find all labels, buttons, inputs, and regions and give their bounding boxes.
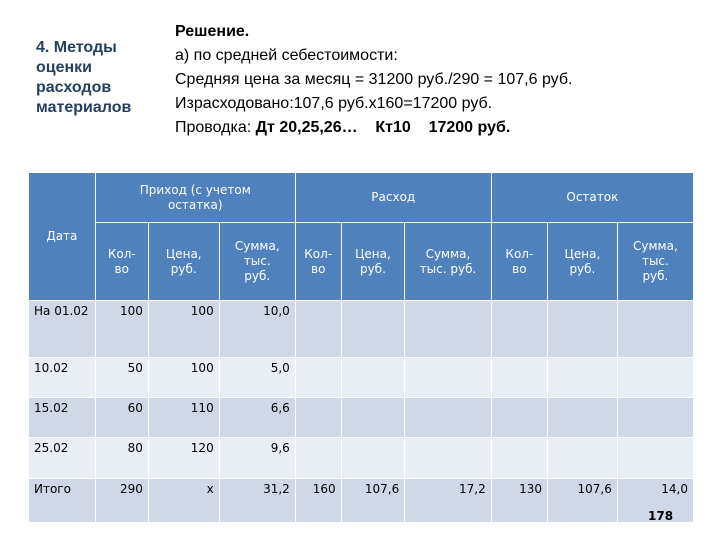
- cell-balance-qty: [491, 301, 547, 358]
- cell-income-sum: 31,2: [219, 479, 295, 523]
- table-row: [29, 438, 694, 479]
- header-income-qty: [95, 223, 148, 301]
- cell-income-sum: 9,6: [219, 438, 295, 479]
- cell-balance-qty: [491, 358, 547, 398]
- cell-balance-qty: [491, 398, 547, 438]
- header-balance: Остаток: [491, 173, 693, 223]
- cell-balance-qty: 130: [491, 479, 547, 523]
- cell-income-qty: 80: [95, 438, 148, 479]
- solution-posting-line: [175, 116, 715, 140]
- cell-date: 10.02: [29, 358, 96, 398]
- cell-balance-sum: [617, 438, 693, 479]
- header-expense-qty: [295, 223, 341, 301]
- cell-income-price: 120: [148, 438, 219, 479]
- solution-spent-line: Израсходовано:107,6 руб.х160=17200 руб.: [175, 95, 493, 112]
- header-expense: Расход: [295, 173, 491, 223]
- cell-balance-price: 107,6: [548, 479, 618, 523]
- cell-income-qty: 50: [95, 358, 148, 398]
- page-number: 178: [648, 509, 674, 523]
- cell-expense-sum: [405, 398, 492, 438]
- cell-date: 25.02: [29, 438, 96, 479]
- section-title-line: 4. Методы: [36, 39, 117, 56]
- cell-date: 15.02: [29, 398, 96, 438]
- header-income-label: Приход (с учетом остатка): [139, 182, 251, 212]
- table-row-total: [29, 479, 694, 523]
- header-balance-sum-label: Сумма, тыс. руб.: [633, 239, 678, 283]
- header-balance-qty-label: Кол-во: [505, 246, 534, 276]
- cell-balance-price: [548, 301, 618, 358]
- cell-expense-price: [341, 301, 405, 358]
- table-row: [29, 301, 694, 358]
- header-balance-price-label: Цена, руб.: [564, 246, 601, 276]
- header-income-sum-label: Сумма, тыс. руб.: [234, 239, 280, 283]
- header-income-price: [148, 223, 219, 301]
- section-title-line: материалов: [36, 99, 132, 116]
- cell-balance-sum: [617, 301, 693, 358]
- cell-income-qty: 100: [95, 301, 148, 358]
- header-income-sum: [219, 223, 295, 301]
- header-balance-sum: [617, 223, 693, 301]
- cell-income-sum: 10,0: [219, 301, 295, 358]
- header-expense-sum-label: Сумма, тыс. руб.: [419, 246, 477, 276]
- posting-entry: Дт 20,25,26… Кт10 17200 руб.: [255, 119, 511, 136]
- section-title-line: расходов: [36, 79, 112, 96]
- header-income-price-label: Цена, руб.: [165, 246, 202, 276]
- cell-expense-price: [341, 358, 405, 398]
- header-expense-sum: [405, 223, 492, 301]
- cell-expense-sum: [405, 438, 492, 479]
- header-expense-qty-label: Кол-во: [304, 246, 333, 276]
- cell-income-qty: 60: [95, 398, 148, 438]
- cell-income-price: 100: [148, 301, 219, 358]
- solution-method-line: а) по средней себестоимости:: [175, 47, 398, 64]
- cell-balance-sum: 14,0: [617, 479, 693, 523]
- table-row: [29, 358, 694, 398]
- table-row: [29, 398, 694, 438]
- solution-block: [175, 20, 715, 140]
- cell-date: На 01.02: [29, 301, 96, 358]
- cell-expense-qty: 160: [295, 479, 341, 523]
- cell-expense-price: [341, 398, 405, 438]
- cell-balance-sum: [617, 398, 693, 438]
- cell-expense-qty: [295, 398, 341, 438]
- cell-income-price: х: [148, 479, 219, 523]
- cell-balance-sum: [617, 358, 693, 398]
- cell-expense-sum: [405, 301, 492, 358]
- section-title-line: оценки: [36, 59, 93, 76]
- materials-table: [28, 172, 694, 523]
- cell-balance-price: [548, 398, 618, 438]
- solution-heading: Решение.: [175, 23, 250, 40]
- cell-expense-qty: [295, 301, 341, 358]
- cell-income-price: 100: [148, 358, 219, 398]
- cell-income-qty: 290: [95, 479, 148, 523]
- cell-balance-price: [548, 358, 618, 398]
- header-income-qty-label: Кол-во: [107, 246, 136, 276]
- cell-income-sum: 6,6: [219, 398, 295, 438]
- cell-expense-sum: [405, 358, 492, 398]
- solution-average-price-line: Средняя цена за месяц = 31200 руб./290 = 107,6 руб.: [175, 71, 573, 88]
- cell-expense-sum: 17,2: [405, 479, 492, 523]
- cell-expense-price: [341, 438, 405, 479]
- cell-income-price: 110: [148, 398, 219, 438]
- cell-date: Итого: [29, 479, 96, 523]
- header-income: [95, 173, 295, 223]
- cell-income-sum: 5,0: [219, 358, 295, 398]
- section-title: [36, 38, 166, 118]
- cell-expense-price: 107,6: [341, 479, 405, 523]
- header-expense-price: [341, 223, 405, 301]
- header-expense-price-label: Цена, руб.: [355, 246, 391, 276]
- header-balance-qty: [491, 223, 547, 301]
- posting-prefix: Проводка:: [175, 119, 256, 136]
- cell-balance-qty: [491, 438, 547, 479]
- cell-expense-qty: [295, 358, 341, 398]
- cell-expense-qty: [295, 438, 341, 479]
- cell-balance-price: [548, 438, 618, 479]
- header-balance-price: [548, 223, 618, 301]
- header-date: Дата: [29, 173, 96, 301]
